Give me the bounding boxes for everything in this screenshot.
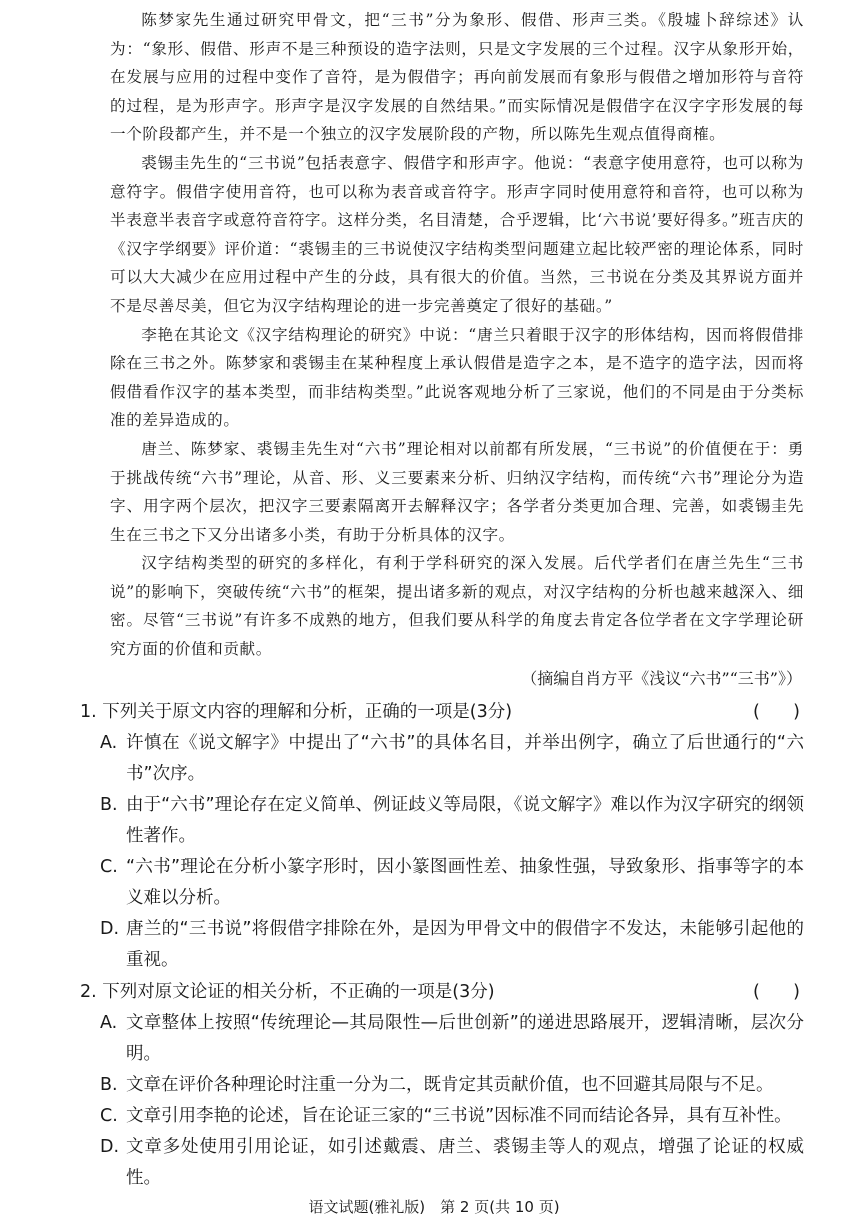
option-text: 文章在评价各种理论时注重一分为二，既肯定其贡献价值，也不回避其局限与不足。 bbox=[126, 1074, 774, 1095]
question-2-answer-bracket: ( ) bbox=[752, 981, 800, 1002]
option-label: A. bbox=[100, 1012, 118, 1033]
article-paragraph-5: 汉字结构类型的研究的多样化，有利于学科研究的深入发展。后代学者们在唐兰先生“三书说”的影响下，突破传统“六书”的框架，提出诸多新的观点，对汉字结构的分析也越来越深入、细密。尽管“三书说”有许多不成熟的地方，但我们要从科学的角度去肯定各位学者在文字学理论研究方面的价值和贡献。 bbox=[110, 554, 804, 659]
option-text: 唐兰的“三书说”将假借字排除在外，是因为甲骨文中的假借字不发达，未能够引起他的重视。 bbox=[126, 918, 804, 970]
option-text: 文章多处使用引用论证，如引述戴震、唐兰、裘锡圭等人的观点，增强了论证的权威性。 bbox=[126, 1136, 804, 1188]
article-paragraph-3: 李艳在其论文《汉字结构理论的研究》中说：“唐兰只着眼于汉字的形体结构，因而将假借排除在三书之外。陈梦家和裘锡圭在某种程度上承认假借是造字之本，是不造字的造字法，因而将假借看作汉字的基本类型，而非结构类型。”此说客观地分析了三家说，他们的不同是由于分类标准的差异造成的。 bbox=[110, 325, 804, 430]
option-text: 文章整体上按照“传统理论—其局限性—后世创新”的递进思路展开，逻辑清晰，层次分明。 bbox=[126, 1012, 804, 1064]
question-2-stem: 2. 下列对原文论证的相关分析，不正确的一项是(3分) bbox=[80, 981, 495, 1002]
option-label: B. bbox=[100, 794, 118, 815]
question-1 bbox=[80, 696, 804, 976]
question-1-option-a bbox=[100, 728, 804, 790]
page-footer: 语文试题(雅礼版) 第 2 页(共 10 页) bbox=[308, 1198, 560, 1216]
option-label: A. bbox=[100, 732, 118, 753]
question-1-option-c bbox=[100, 852, 804, 914]
question-2-option-a bbox=[100, 1008, 804, 1070]
option-text: 由于“六书”理论存在定义简单、例证歧义等局限，《说文解字》难以作为汉字研究的纲领性著作。 bbox=[126, 794, 804, 846]
option-label: C. bbox=[100, 1105, 118, 1126]
article-source: （摘编自肖方平《浅议“六书”“三书”》） bbox=[521, 668, 802, 688]
article bbox=[110, 6, 804, 694]
article-paragraph-2: 裘锡圭先生的“三书说”包括表意字、假借字和形声字。他说：“表意字使用意符，也可以称为意符字。假借字使用音符，也可以称为表音或音符字。形声字同时使用意符和音符，也可以称为半表意半表音字或意符音符字。这样分类，名目清楚，合乎逻辑，比‘六书说’要好得多。”班吉庆的《汉字学纲要》评价道：“裘锡圭的三书说使汉字结构类型问题建立起比较严密的理论体系，同时可以大大减少在应用过程中产生的分歧，具有很大的价值。当然，三书说在分类及其界说方面并不是尽善尽美，但它为汉字结构理论的进一步完善奠定了很好的基础。” bbox=[110, 153, 804, 315]
option-text: 文章引用李艳的论述，旨在论证三家的“三书说”因标准不同而结论各异，具有互补性。 bbox=[126, 1105, 792, 1126]
option-label: D. bbox=[100, 1136, 120, 1157]
option-text: “六书”理论在分析小篆字形时，因小篆图画性差、抽象性强，导致象形、指事等字的本义难以分析。 bbox=[126, 856, 804, 908]
option-label: B. bbox=[100, 1074, 118, 1095]
question-2-option-c bbox=[100, 1101, 804, 1132]
option-label: D. bbox=[100, 918, 120, 939]
question-1-option-b bbox=[100, 790, 804, 852]
question-1-answer-bracket: ( ) bbox=[752, 701, 800, 722]
article-paragraph-1: 陈梦家先生通过研究甲骨文，把“三书”分为象形、假借、形声三类。《殷墟卜辞综述》认为：“象形、假借、形声不是三种预设的造字法则，只是文字发展的三个过程。汉字从象形开始，在发展与应用的过程中变作了音符，是为假借字；再向前发展而有象形与假借之增加形符与音符的过程，是为形声字。形声字是汉字发展的自然结果。”而实际情况是假借字在汉字字形发展的每一个阶段都产生，并不是一个独立的汉字发展阶段的产物，所以陈先生观点值得商榷。 bbox=[110, 11, 804, 144]
option-text: 许慎在《说文解字》中提出了“六书”的具体名目，并举出例字，确立了后世通行的“六书”次序。 bbox=[126, 732, 804, 784]
question-2-option-b bbox=[100, 1070, 804, 1101]
question-1-option-d bbox=[100, 914, 804, 976]
article-paragraph-4: 唐兰、陈梦家、裘锡圭先生对“六书”理论相对以前都有所发展，“三书说”的价值便在于：勇于挑战传统“六书”理论，从音、形、义三要素来分析、归纳汉字结构，而传统“六书”理论分为造字、用字两个层次，把汉字三要素隔离开去解释汉字；各学者分类更加合理、完善，如裘锡圭先生在三书之下又分出诸多小类，有助于分析具体的汉字。 bbox=[110, 439, 804, 544]
question-2-option-d bbox=[100, 1132, 804, 1194]
question-2 bbox=[80, 976, 804, 1194]
question-1-stem: 1. 下列关于原文内容的理解和分析，正确的一项是(3分) bbox=[80, 701, 513, 722]
option-label: C. bbox=[100, 856, 118, 877]
